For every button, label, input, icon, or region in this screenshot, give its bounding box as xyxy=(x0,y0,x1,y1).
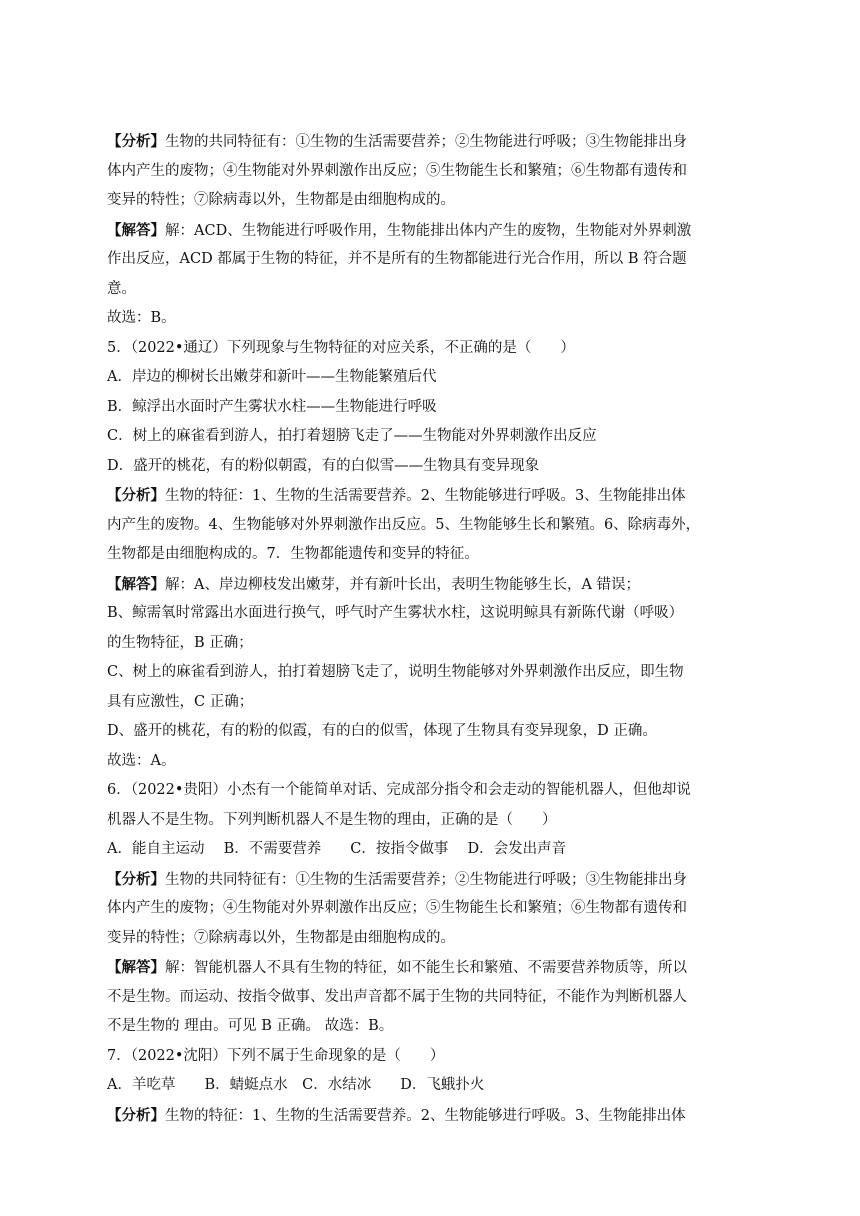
text-line xyxy=(107,747,747,777)
line-text: 解：ACD、生物能进行呼吸作用，生物能排出体内产生的废物，生物能对外界刺激 xyxy=(165,222,692,239)
line-text: 生物都是由细胞构成的。7．生物都能遗传和变异的特征。 xyxy=(107,546,479,562)
line-text: 生物的共同特征有：①生物的生活需要营养；②生物能进行呼吸；③生物能排出身 xyxy=(165,871,687,888)
text-line xyxy=(107,186,747,216)
line-text: A．岸边的柳树长出嫩芽和新叶——生物能繁殖后代 xyxy=(107,369,437,385)
text-line xyxy=(107,127,747,157)
text-line xyxy=(107,304,747,334)
text-line xyxy=(107,924,747,954)
text-line xyxy=(107,953,747,983)
section-tag: 【分析】 xyxy=(107,133,165,150)
line-text: 解：智能机器人不具有生物的特征，如不能生长和繁殖、不需要营养物质等，所以 xyxy=(165,960,687,976)
text-line xyxy=(107,481,747,511)
text-line xyxy=(107,1101,747,1131)
text-line xyxy=(107,570,747,600)
line-text: 具有应激性，C 正确； xyxy=(107,693,254,710)
document-body xyxy=(107,127,747,1130)
line-text: 意。 xyxy=(107,280,136,297)
section-tag: 【分析】 xyxy=(107,487,165,504)
line-text: A．羊吃草 B．蜻蜓点水 C．水结冰 D．飞蛾扑火 xyxy=(107,1077,485,1093)
line-text: 不是生物。而运动、按指令做事、发出声音都不属于生物的共同特征，不能作为判断机器人 xyxy=(107,988,687,1005)
text-line xyxy=(107,540,747,570)
line-text: 故选：A。 xyxy=(107,752,176,769)
section-tag: 【分析】 xyxy=(107,870,165,888)
text-line xyxy=(107,1042,747,1072)
text-line xyxy=(107,717,747,747)
line-text: 生物的特征：1、生物的生活需要营养。2、生物能够进行呼吸。3、生物能排出体 xyxy=(165,488,686,504)
text-line xyxy=(107,275,747,305)
line-text: B．鲸浮出水面时产生雾状水柱——生物能进行呼吸 xyxy=(107,398,437,415)
line-text: 生物的共同特征有：①生物的生活需要营养；②生物能进行呼吸；③生物能排出身 xyxy=(165,134,687,150)
line-text: 内产生的废物。4、生物能够对外界刺激作出反应。5、生物能够生长和繁殖。6、除病毒外， xyxy=(107,516,701,533)
section-tag: 【分析】 xyxy=(107,1106,165,1124)
text-line xyxy=(107,1071,747,1101)
line-text: C、树上的麻雀看到游人，拍打着翅膀飞走了，说明生物能够对外界刺激作出反应，即生物 xyxy=(107,664,684,680)
line-text: 生物的特征：1、生物的生活需要营养。2、生物能够进行呼吸。3、生物能排出体 xyxy=(165,1107,686,1124)
section-tag: 【解答】 xyxy=(107,221,165,239)
text-line xyxy=(107,599,747,629)
text-line xyxy=(107,511,747,541)
line-text: 变异的特性；⑦除病毒以外，生物都是由细胞构成的。 xyxy=(107,929,455,946)
text-line xyxy=(107,983,747,1013)
section-tag: 【解答】 xyxy=(107,959,165,976)
line-text: 体内产生的废物；④生物能对外界刺激作出反应；⑤生物能生长和繁殖；⑥生物都有遗传和 xyxy=(107,162,687,179)
line-text: 6．（2022•贵阳）小杰有一个能简单对话、完成部分指令和会走动的智能机器人，但他却说 xyxy=(107,782,691,798)
line-text: 体内产生的废物；④生物能对外界刺激作出反应；⑤生物能生长和繁殖；⑥生物都有遗传和 xyxy=(107,900,687,916)
line-text: D、盛开的桃花，有的粉的似霞，有的白的似雪，体现了生物具有变异现象，D 正确。 xyxy=(107,723,657,739)
text-line xyxy=(107,806,747,836)
text-line xyxy=(107,422,747,452)
text-line xyxy=(107,452,747,482)
text-line xyxy=(107,835,747,865)
line-text: A．能自主运动 B．不需要营养 C．按指令做事 D．会发出声音 xyxy=(107,841,567,857)
text-line xyxy=(107,363,747,393)
text-line xyxy=(107,629,747,659)
line-text: 故选：B。 xyxy=(107,310,176,326)
text-line xyxy=(107,157,747,187)
line-text: 解：A、岸边柳枝发出嫩芽，并有新叶长出，表明生物能够生长，A 错误； xyxy=(165,576,641,593)
text-line xyxy=(107,894,747,924)
line-text: 不是生物的 理由。可见 B 正确。 故选：B。 xyxy=(107,1018,394,1034)
text-line xyxy=(107,658,747,688)
line-text: 的生物特征，B 正确； xyxy=(107,634,253,651)
line-text: 5．（2022•通辽）下列现象与生物特征的对应关系，不正确的是（ ） xyxy=(107,339,575,356)
text-line xyxy=(107,688,747,718)
line-text: 7．（2022•沈阳）下列不属于生命现象的是（ ） xyxy=(107,1047,445,1064)
text-line xyxy=(107,216,747,246)
text-line xyxy=(107,776,747,806)
text-line xyxy=(107,245,747,275)
line-text: C．树上的麻雀看到游人，拍打着翅膀飞走了——生物能对外界刺激作出反应 xyxy=(107,428,597,444)
text-line xyxy=(107,393,747,423)
line-text: B、鲸需氧时常露出水面进行换气，呼气时产生雾状水柱，这说明鲸具有新陈代谢（呼吸） xyxy=(107,605,684,621)
line-text: 变异的特性；⑦除病毒以外，生物都是由细胞构成的。 xyxy=(107,192,455,208)
text-line xyxy=(107,865,747,895)
section-tag: 【解答】 xyxy=(107,575,165,593)
text-line xyxy=(107,334,747,364)
line-text: D．盛开的桃花，有的粉似朝霞，有的白似雪——生物具有变异现象 xyxy=(107,457,540,474)
line-text: 机器人不是生物。下列判断机器人不是生物的理由，正确的是（ ） xyxy=(107,811,557,828)
line-text: 作出反应，ACD 都属于生物的特征，并不是所有的生物都能进行光合作用，所以 B 符合题 xyxy=(107,251,687,267)
text-line xyxy=(107,1012,747,1042)
